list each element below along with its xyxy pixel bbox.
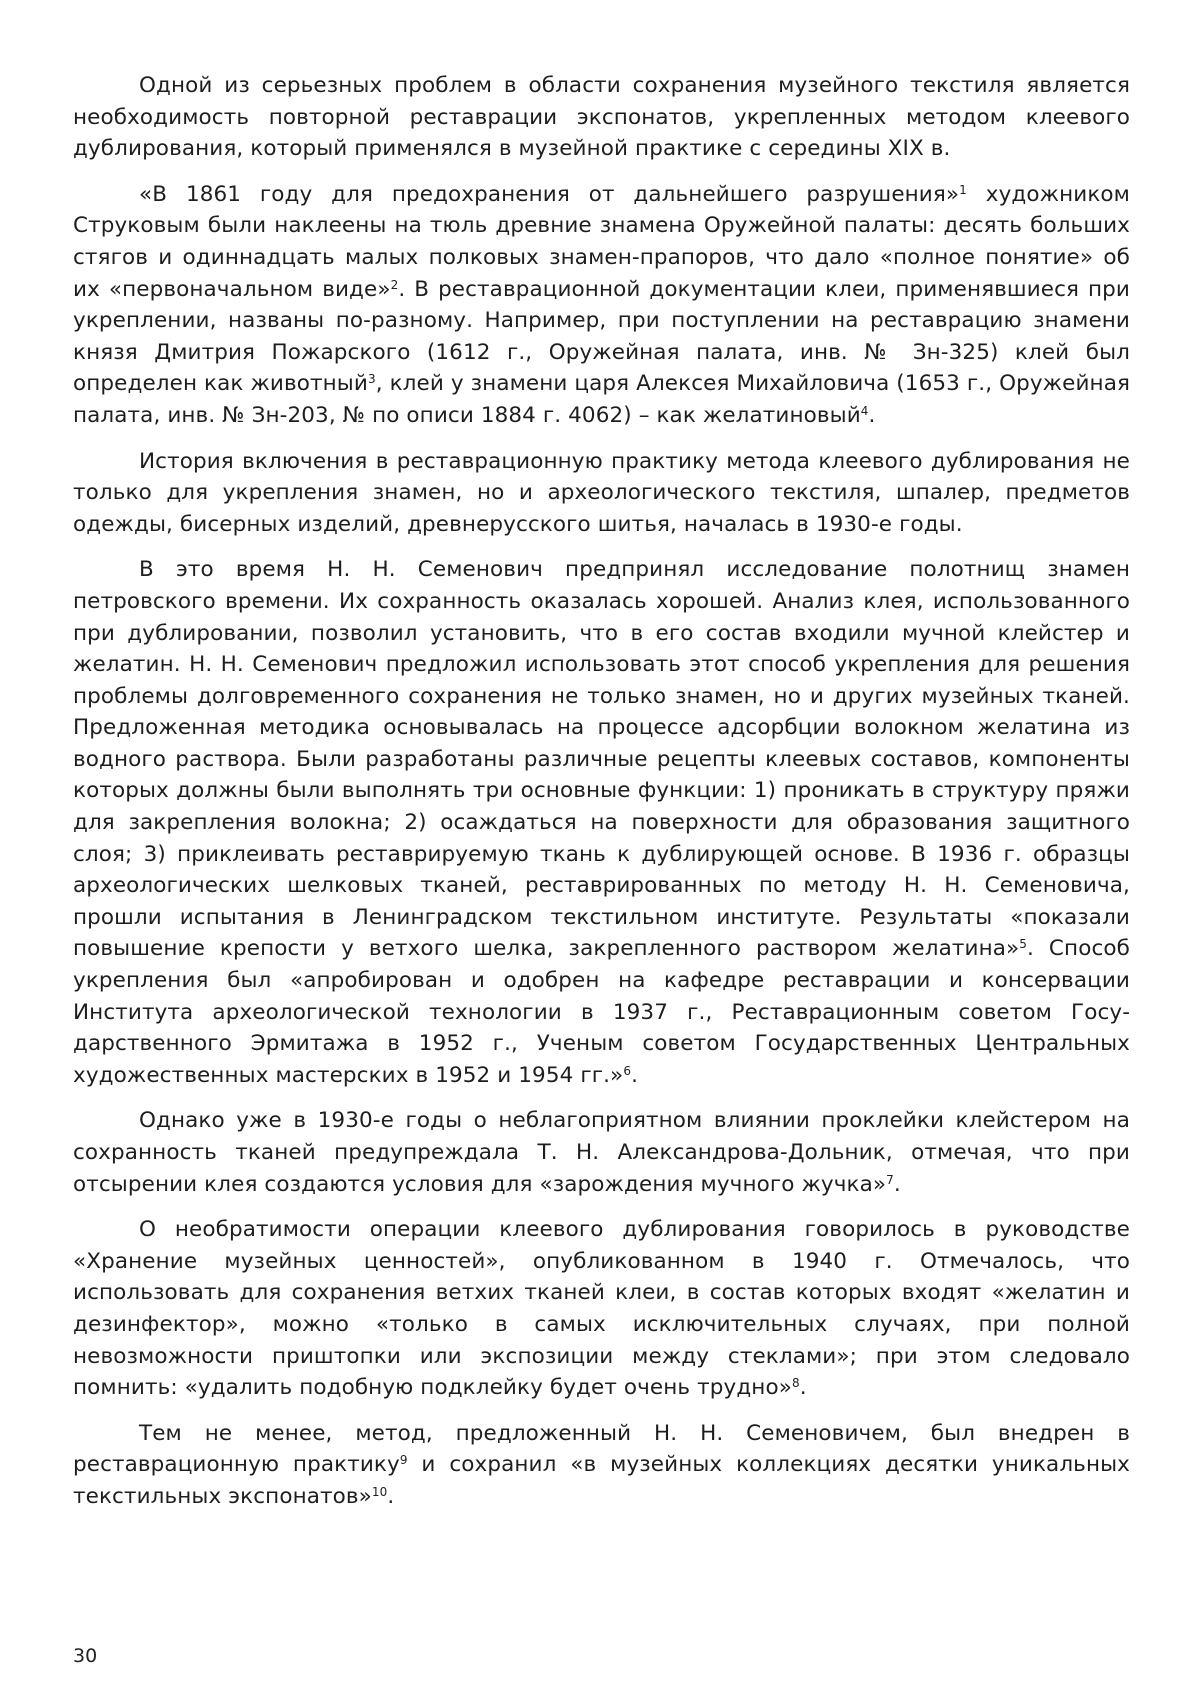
paragraph (73, 1418, 1130, 1513)
paragraph (73, 1214, 1130, 1404)
text-run: и сохранил «в музейных коллекциях десятки уникальных текстильных экспонатов» (73, 1452, 1130, 1509)
page-number: 30 (73, 1645, 98, 1667)
text-run: История включения в реставрационную практику метода клеевого дублирования не только для укрепления знамен, но и археологического текстиля, шпалер, предметов одежды, бисерных изделий, древнерусского шитья, началась в 1930-е годы. (73, 448, 1130, 537)
footnote-marker: 5 (1019, 937, 1027, 952)
text-run: художником Струковым были наклеены на тюль древние знамена Оружейной палаты: десять больших стягов и одиннадцать малых полковых знамен-прапоров, что дало «полное понятие» об их «первоначальном виде» (73, 181, 1130, 302)
text-run: . (893, 1171, 901, 1197)
paragraph (73, 446, 1130, 541)
text-run: «В 1861 году для предохранения от дальнейшего разрушения» (139, 181, 960, 207)
text-run: , клей у знамени царя Алексея Михайловича (1653 г., Оружейная палата, инв. № Зн-203, № по описи 1884 г. 4062) – как желатиновый (73, 371, 1130, 428)
footnote-marker: 8 (791, 1376, 800, 1391)
text-run: . (799, 1375, 807, 1401)
text-run: . В реставрационной документации клеи, применявшиеся при укреплении, названы по-разному. Например, при поступлении на реставрацию знамени князя Дмитрия Пожарского (1612 г., Оружейная палата, инв. № Зн-325) клей был определен как животный (73, 276, 1130, 397)
text-run: . (631, 1062, 638, 1088)
text-run: . Способ укрепления был «апробирован и одобрен на кафедре реставрации и консервации Института археологической технологии в 1937 г., Реставрационным советом Государственного Эрмитажа в 1952 г., Ученым советом Государственных Центральных художественных мастерских в 1952 и 1954 гг.» (73, 936, 1130, 1088)
footnote-marker: 7 (886, 1172, 894, 1187)
text-run: . (387, 1483, 395, 1509)
text-run: Тем не менее, метод, предложенный Н. Н. Семеновичем, был внедрен в реставрационную практику (73, 1420, 1130, 1478)
paragraph (73, 554, 1130, 1091)
footnote-marker: 6 (623, 1063, 632, 1078)
footnote-marker: 1 (959, 182, 967, 197)
footnote-marker: 2 (390, 277, 399, 292)
body-text (73, 70, 1130, 1513)
paragraph (73, 179, 1130, 432)
footnote-marker: 10 (371, 1484, 388, 1499)
text-run: Однако уже в 1930-е годы о неблагоприятном влиянии проклейки клейстером на сохранность тканей предупреждала Т. Н. Александрова-Дольник, отмечая, что при отсырении клея создаются условия для «зарождения мучного жучка» (73, 1108, 1130, 1197)
text-run: . (868, 402, 876, 428)
paragraph (73, 1105, 1130, 1200)
text-run: В это время Н. Н. Семенович предпринял исследование полотнищ знамен петровского времени. Их сохранность оказалась хорошей. Анализ клея, использованного при дублировании, позволил установить, что в его состав входили мучной клейстер и желатин. Н. Н. Семенович предложил использовать этот способ укрепления для решения проблемы долговременного сохранения не только знамен, но и других музейных тканей. Предложенная методика основывалась на процессе адсорбции волокном желатина из водного раствора. Были разработаны различные рецепты клеевых составов, компоненты которых должны были выполнять три основные функции: 1) проникать в структуру пряжи для закрепления волокна; 2) осаждаться на поверхности для образования защитного слоя; 3) приклеивать реставрируемую ткань к дублирующей основе. В 1936 г. образцы археологических шелковых тканей, реставрированных по методу Н. Н. Семеновича, прошли испытания в Ленинградском текстильном институте. Результаты «показали повышение крепости у ветхого шелка, закрепленного раствором желатина» (73, 557, 1130, 962)
footnote-marker: 3 (367, 372, 376, 387)
footnote-marker: 9 (399, 1453, 408, 1468)
paragraph (73, 70, 1130, 165)
text-run: Одной из серьезных проблем в области сохранения музейного текстиля является необходимость повторной реставрации экспонатов, укрепленных методом клеевого дублирования, который применялся в музейной практике с середины XIX в. (73, 73, 1130, 162)
footnote-marker: 4 (860, 403, 869, 418)
text-run: О необратимости операции клеевого дублирования говорилось в руководстве «Хранение музейных ценностей», опубликованном в 1940 г. Отмечалось, что использовать для сохранения ветхих тканей клеи, в состав которых входят «желатин и дезинфектор», можно «только в самых исключительных случаях, при полной невозможности приштопки или экспозиции между стеклами»; при этом следовало помнить: «удалить подобную подклейку будет очень трудно» (73, 1217, 1130, 1401)
